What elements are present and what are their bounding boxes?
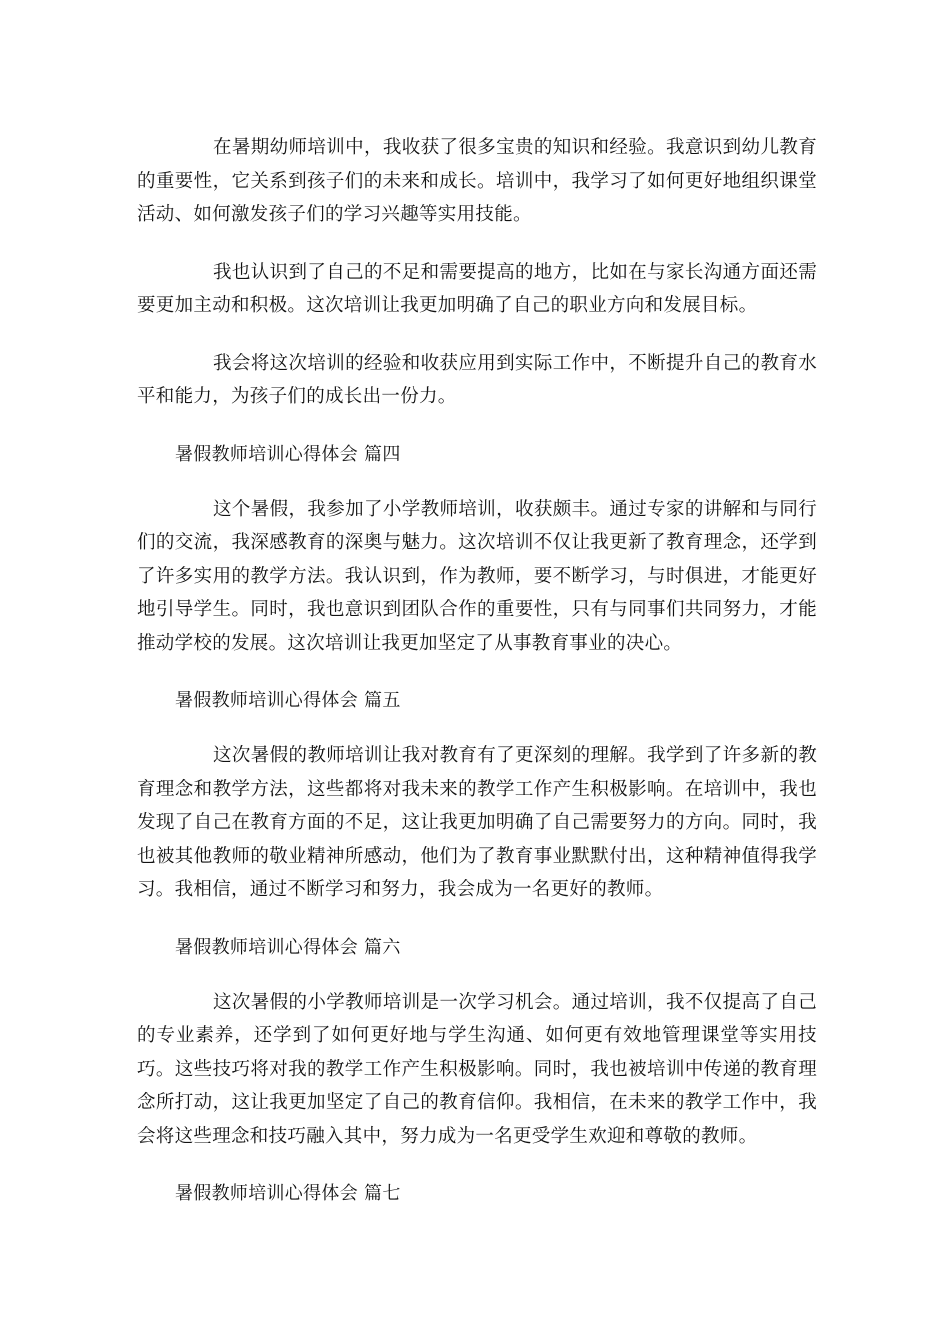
section-heading-7: 暑假教师培训心得体会 篇七 — [175, 1183, 401, 1204]
paragraph-section-5: 这次暑假的教师培训让我对教育有了更深刻的理解。我学到了许多新的教育理念和教学方法，这些都将对我未来的教学工作产生积极影响。在培训中，我也发现了自己在教育方面的不足，这让我更加明确了自己需要努力的方向。同时，我也被其他教师的敬业精神所感动，他们为了教育事业默默付出，这种精神值得我学习。我相信，通过不断学习和努力，我会成为一名更好的教师。 — [137, 745, 817, 900]
document-body — [137, 131, 817, 1232]
paragraph-shortcomings: 我也认识到了自己的不足和需要提高的地方，比如在与家长沟通方面还需要更加主动和积极。这次培训让我更加明确了自己的职业方向和发展目标。 — [137, 261, 817, 316]
section-heading-4: 暑假教师培训心得体会 篇四 — [175, 443, 401, 465]
paragraph-section-4: 这个暑假，我参加了小学教师培训，收获颇丰。通过专家的讲解和与同行们的交流，我深感教育的深奥与魅力。这次培训不仅让我更新了教育理念，还学到了许多实用的教学方法。我认识到，作为教师，要不断学习，与时俱进，才能更好地引导学生。同时，我也意识到团队合作的重要性，只有与同事们共同努力，才能推动学校的发展。这次培训让我更加坚定了从事教育事业的决心。 — [137, 498, 817, 654]
paragraph-apply-experience: 我会将这次培训的经验和收获应用到实际工作中，不断提升自己的教育水平和能力，为孩子们的成长出一份力。 — [137, 352, 817, 407]
section-heading-6: 暑假教师培训心得体会 篇六 — [175, 936, 401, 958]
paragraph-kindergarten-training: 在暑期幼师培训中，我收获了很多宝贵的知识和经验。我意识到幼儿教育的重要性，它关系到孩子们的未来和成长。培训中，我学习了如何更好地组织课堂活动、如何激发孩子们的学习兴趣等实用技能。 — [137, 137, 817, 225]
paragraph-section-6: 这次暑假的小学教师培训是一次学习机会。通过培训，我不仅提高了自己的专业素养，还学到了如何更好地与学生沟通、如何更有效地管理课堂等实用技巧。这些技巧将对我的教学工作产生积极影响。同时，我也被培训中传递的教育理念所打动，这让我更加坚定了自己的教育信仰。我相信，在未来的教学工作中，我会将这些理念和技巧融入其中，努力成为一名更受学生欢迎和尊敬的教师。 — [137, 991, 817, 1147]
section-heading-5: 暑假教师培训心得体会 篇五 — [175, 690, 401, 711]
